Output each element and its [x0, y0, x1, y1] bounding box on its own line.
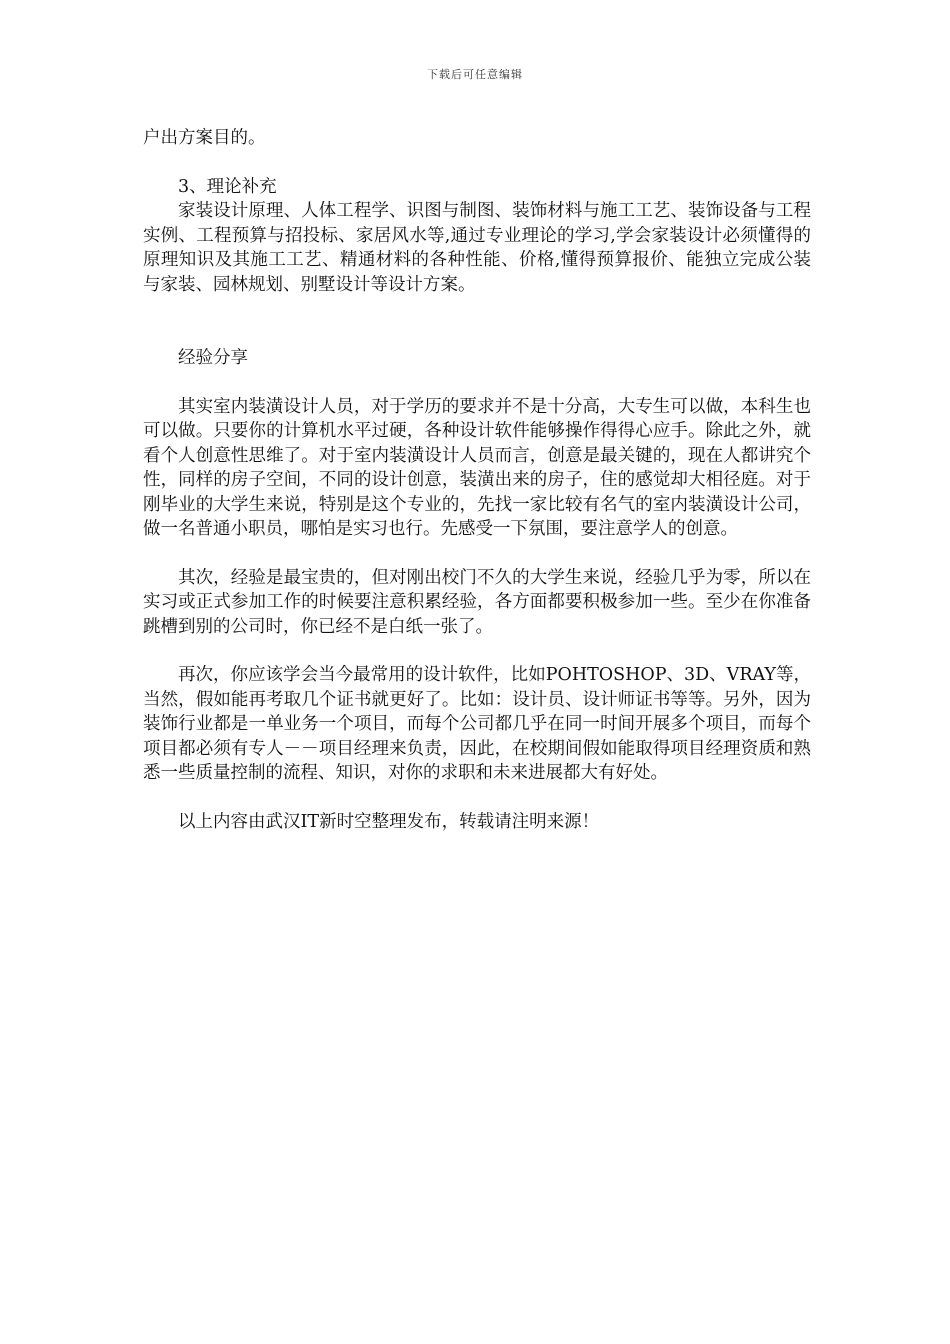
- paragraph-experience-2: 其次，经验是最宝贵的，但对刚出校门不久的大学生来说，经验几乎为零，所以在实习或正式参加工作的时候要注意积累经验，各方面都要积极参加一些。至少在你准备跳槽到别的公司时，你已经不是白纸一张了。: [143, 567, 811, 637]
- paragraph-theory: 家装设计原理、人体工程学、识图与制图、装饰材料与施工工艺、装饰设备与工程实例、工程预算与招投标、家居风水等,通过专业理论的学习,学会家装设计必须懂得的原理知识及其施工工艺、精通材料的各种性能、价格,懂得预算报价、能独立完成公装与家装、园林规划、别墅设计等设计方案。: [143, 201, 811, 295]
- paragraph-continuation: 户出方案目的。: [143, 128, 266, 148]
- section-heading-theory: 3、理论补充: [178, 176, 277, 197]
- paragraph-experience-3: 再次，你应该学会当今最常用的设计软件，比如POHTOSHOP、3D、VRAY等，当然，假如能再考取几个证书就更好了。比如：设计员、设计师证书等等。另外，因为装饰行业都是一单业务一个项目，而每个公司都几乎在同一时间开展多个项目，而每个项目都必须有专人－－项目经理来负责，因此，在校期间假如能取得项目经理资质和熟悉一些质量控制的流程、知识，对你的求职和未来进展都大有好处。: [143, 665, 811, 783]
- paragraph-experience-1: 其实室内装潢设计人员，对于学历的要求并不是十分高，大专生可以做，本科生也可以做。只要你的计算机水平过硬，各种设计软件能够操作得得心应手。除此之外，就看个人创意性思维了。对于室内装潢设计人员而言，创意是最关键的，现在人都讲究个性，同样的房子空间，不同的设计创意，装潢出来的房子，住的感觉却大相径庭。对于刚毕业的大学生来说，特别是这个专业的，先找一家比较有名气的室内装潢设计公司，做一名普通小职员，哪怕是实习也行。先感受一下氛围，要注意学人的创意。: [143, 396, 811, 539]
- paragraph-source-note: 以上内容由武汉IT新时空整理发布，转载请注明来源！: [178, 811, 600, 832]
- header-note: 下载后可任意编辑: [427, 68, 523, 81]
- section-heading-experience: 经验分享: [178, 348, 248, 368]
- document-body: [143, 126, 811, 834]
